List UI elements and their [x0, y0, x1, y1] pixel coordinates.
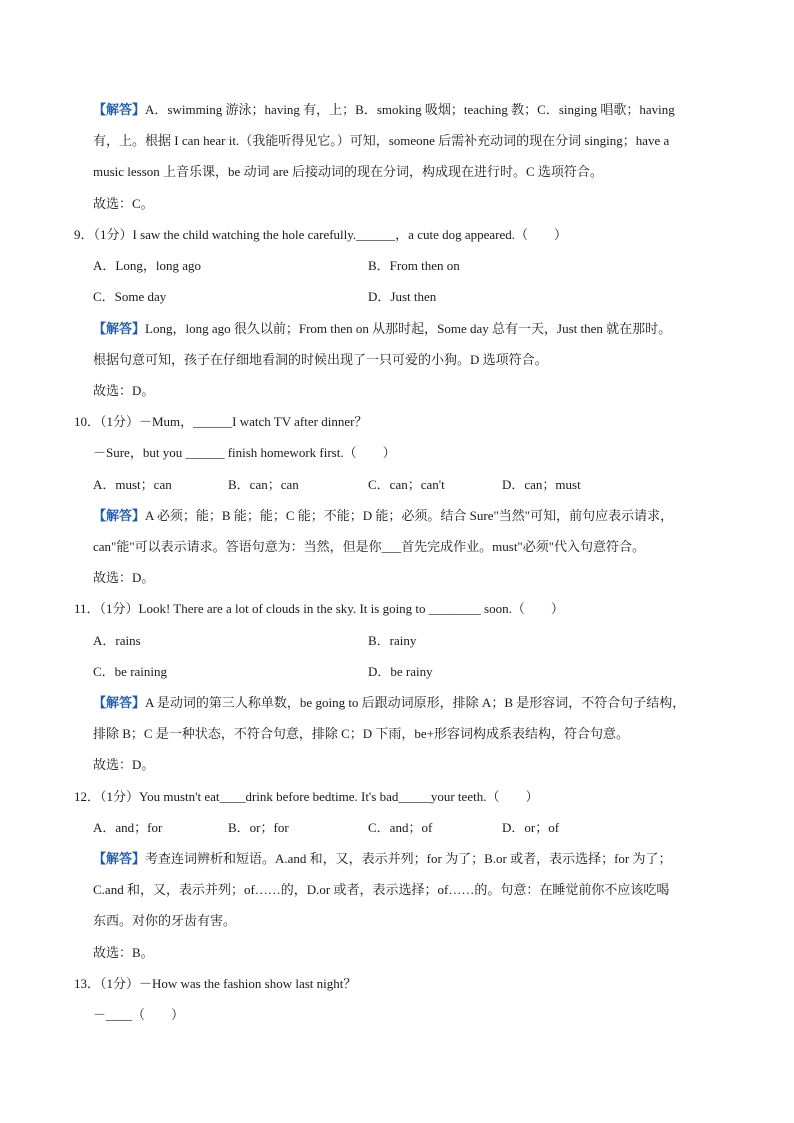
q9-option-a: A．Long，long ago: [93, 258, 201, 273]
answer-text: 考查连词辨析和短语。A.and 和，又，表示并列；for 为了；B.or 或者，表示选择；for 为了；: [145, 851, 672, 866]
q12-option-a: A．and；for: [93, 820, 163, 835]
q11-answer-line-2: 排除 B；C 是一种状态，不符合句意，排除 C；D 下雨，be+形容词构成系表结构，符合句意。: [93, 726, 630, 741]
q10-stem-2: －Sure，but you ______ finish homework first.（ ）: [93, 445, 396, 460]
answer-tag: 【解答】: [93, 321, 146, 336]
answer-text: A 必须；能；B 能；能；C 能；不能；D 能；必须。结合 Sure"当然"可知，前句应表示请求，: [145, 508, 674, 523]
q9-stem: 9．（1分）I saw the child watching the hole carefully.______，a cute dog appeared.（ ）: [74, 227, 568, 242]
q10-result: 故选：D。: [93, 570, 155, 585]
q11-stem: 11．（1分）Look! There are a lot of clouds in the sky. It is going to ________ soon.（ ）: [74, 601, 564, 616]
q8-result: 故选：C。: [93, 196, 154, 211]
q12-answer-line-3: 东西。对你的牙齿有害。: [93, 913, 237, 928]
q10-answer-line-2: can"能"可以表示请求。答语句意为：当然，但是你___首先完成作业。must"必须"代入句意符合。: [93, 539, 646, 554]
answer-tag: 【解答】: [93, 851, 146, 866]
q11-answer-line-1: [93, 694, 685, 712]
q10-answer-line-1: [93, 507, 673, 525]
q12-option-b: B．or；for: [228, 820, 289, 835]
q10-option-c: C．can；can't: [368, 477, 445, 492]
answer-text: A．swimming 游泳；having 有，上；B．smoking 吸烟；teaching 教；C．singing 唱歌；having: [145, 102, 675, 117]
q8-answer-line-3: music lesson 上音乐课，be 动词 are 后接动词的现在分词，构成现在进行时。C 选项符合。: [93, 164, 603, 179]
q9-option-d: D．Just then: [368, 289, 437, 304]
q11-result: 故选：D。: [93, 757, 155, 772]
q10-stem: 10．（1分）－Mum，______I watch TV after dinner？: [74, 414, 368, 429]
q12-answer-line-2: C.and 和，又，表示并列；of……的，D.or 或者，表示选择；of……的。句意：在睡觉前你不应该吃喝: [93, 882, 670, 897]
q9-answer-line-2: 根据句意可知，孩子在仔细地看洞的时候出现了一只可爱的小狗。D 选项符合。: [93, 352, 548, 367]
q11-option-d: D．be rainy: [368, 664, 433, 679]
q13-stem: 13．（1分）－How was the fashion show last night？: [74, 976, 357, 991]
q8-answer-line-1: [93, 101, 675, 119]
answer-tag: 【解答】: [93, 695, 146, 710]
q12-result: 故选：B。: [93, 945, 154, 960]
q13-stem-2: －____（ ）: [93, 1007, 185, 1022]
q10-option-d: D．can；must: [502, 477, 581, 492]
q8-answer-line-2: 有，上。根据 I can hear it.（我能听得见它。）可知，someone 后需补充动词的现在分词 singing；have a: [93, 133, 670, 148]
q12-option-c: C．and；of: [368, 820, 433, 835]
q11-option-b: B．rainy: [368, 633, 417, 648]
q9-option-b: B．From then on: [368, 258, 460, 273]
q9-result: 故选：D。: [93, 383, 155, 398]
q12-stem: 12．（1分）You mustn't eat____drink before bedtime. It's bad_____your teeth.（ ）: [74, 789, 539, 804]
q9-option-c: C．Some day: [93, 289, 167, 304]
q12-answer-line-1: [93, 850, 672, 868]
q10-option-b: B．can；can: [228, 477, 299, 492]
q11-option-a: A．rains: [93, 633, 141, 648]
q10-option-a: A．must；can: [93, 477, 172, 492]
answer-text: Long，long ago 很久以前；From then on 从那时起，Some day 总有一天，Just then 就在那时。: [145, 321, 672, 336]
q11-option-c: C．be raining: [93, 664, 168, 679]
q12-option-d: D．or；of: [502, 820, 560, 835]
q9-answer-line-1: [93, 320, 671, 338]
answer-text: A 是动词的第三人称单数，be going to 后跟动词原形，排除 A；B 是形容词，不符合句子结构，: [145, 695, 686, 710]
answer-tag: 【解答】: [93, 102, 146, 117]
answer-tag: 【解答】: [93, 508, 146, 523]
